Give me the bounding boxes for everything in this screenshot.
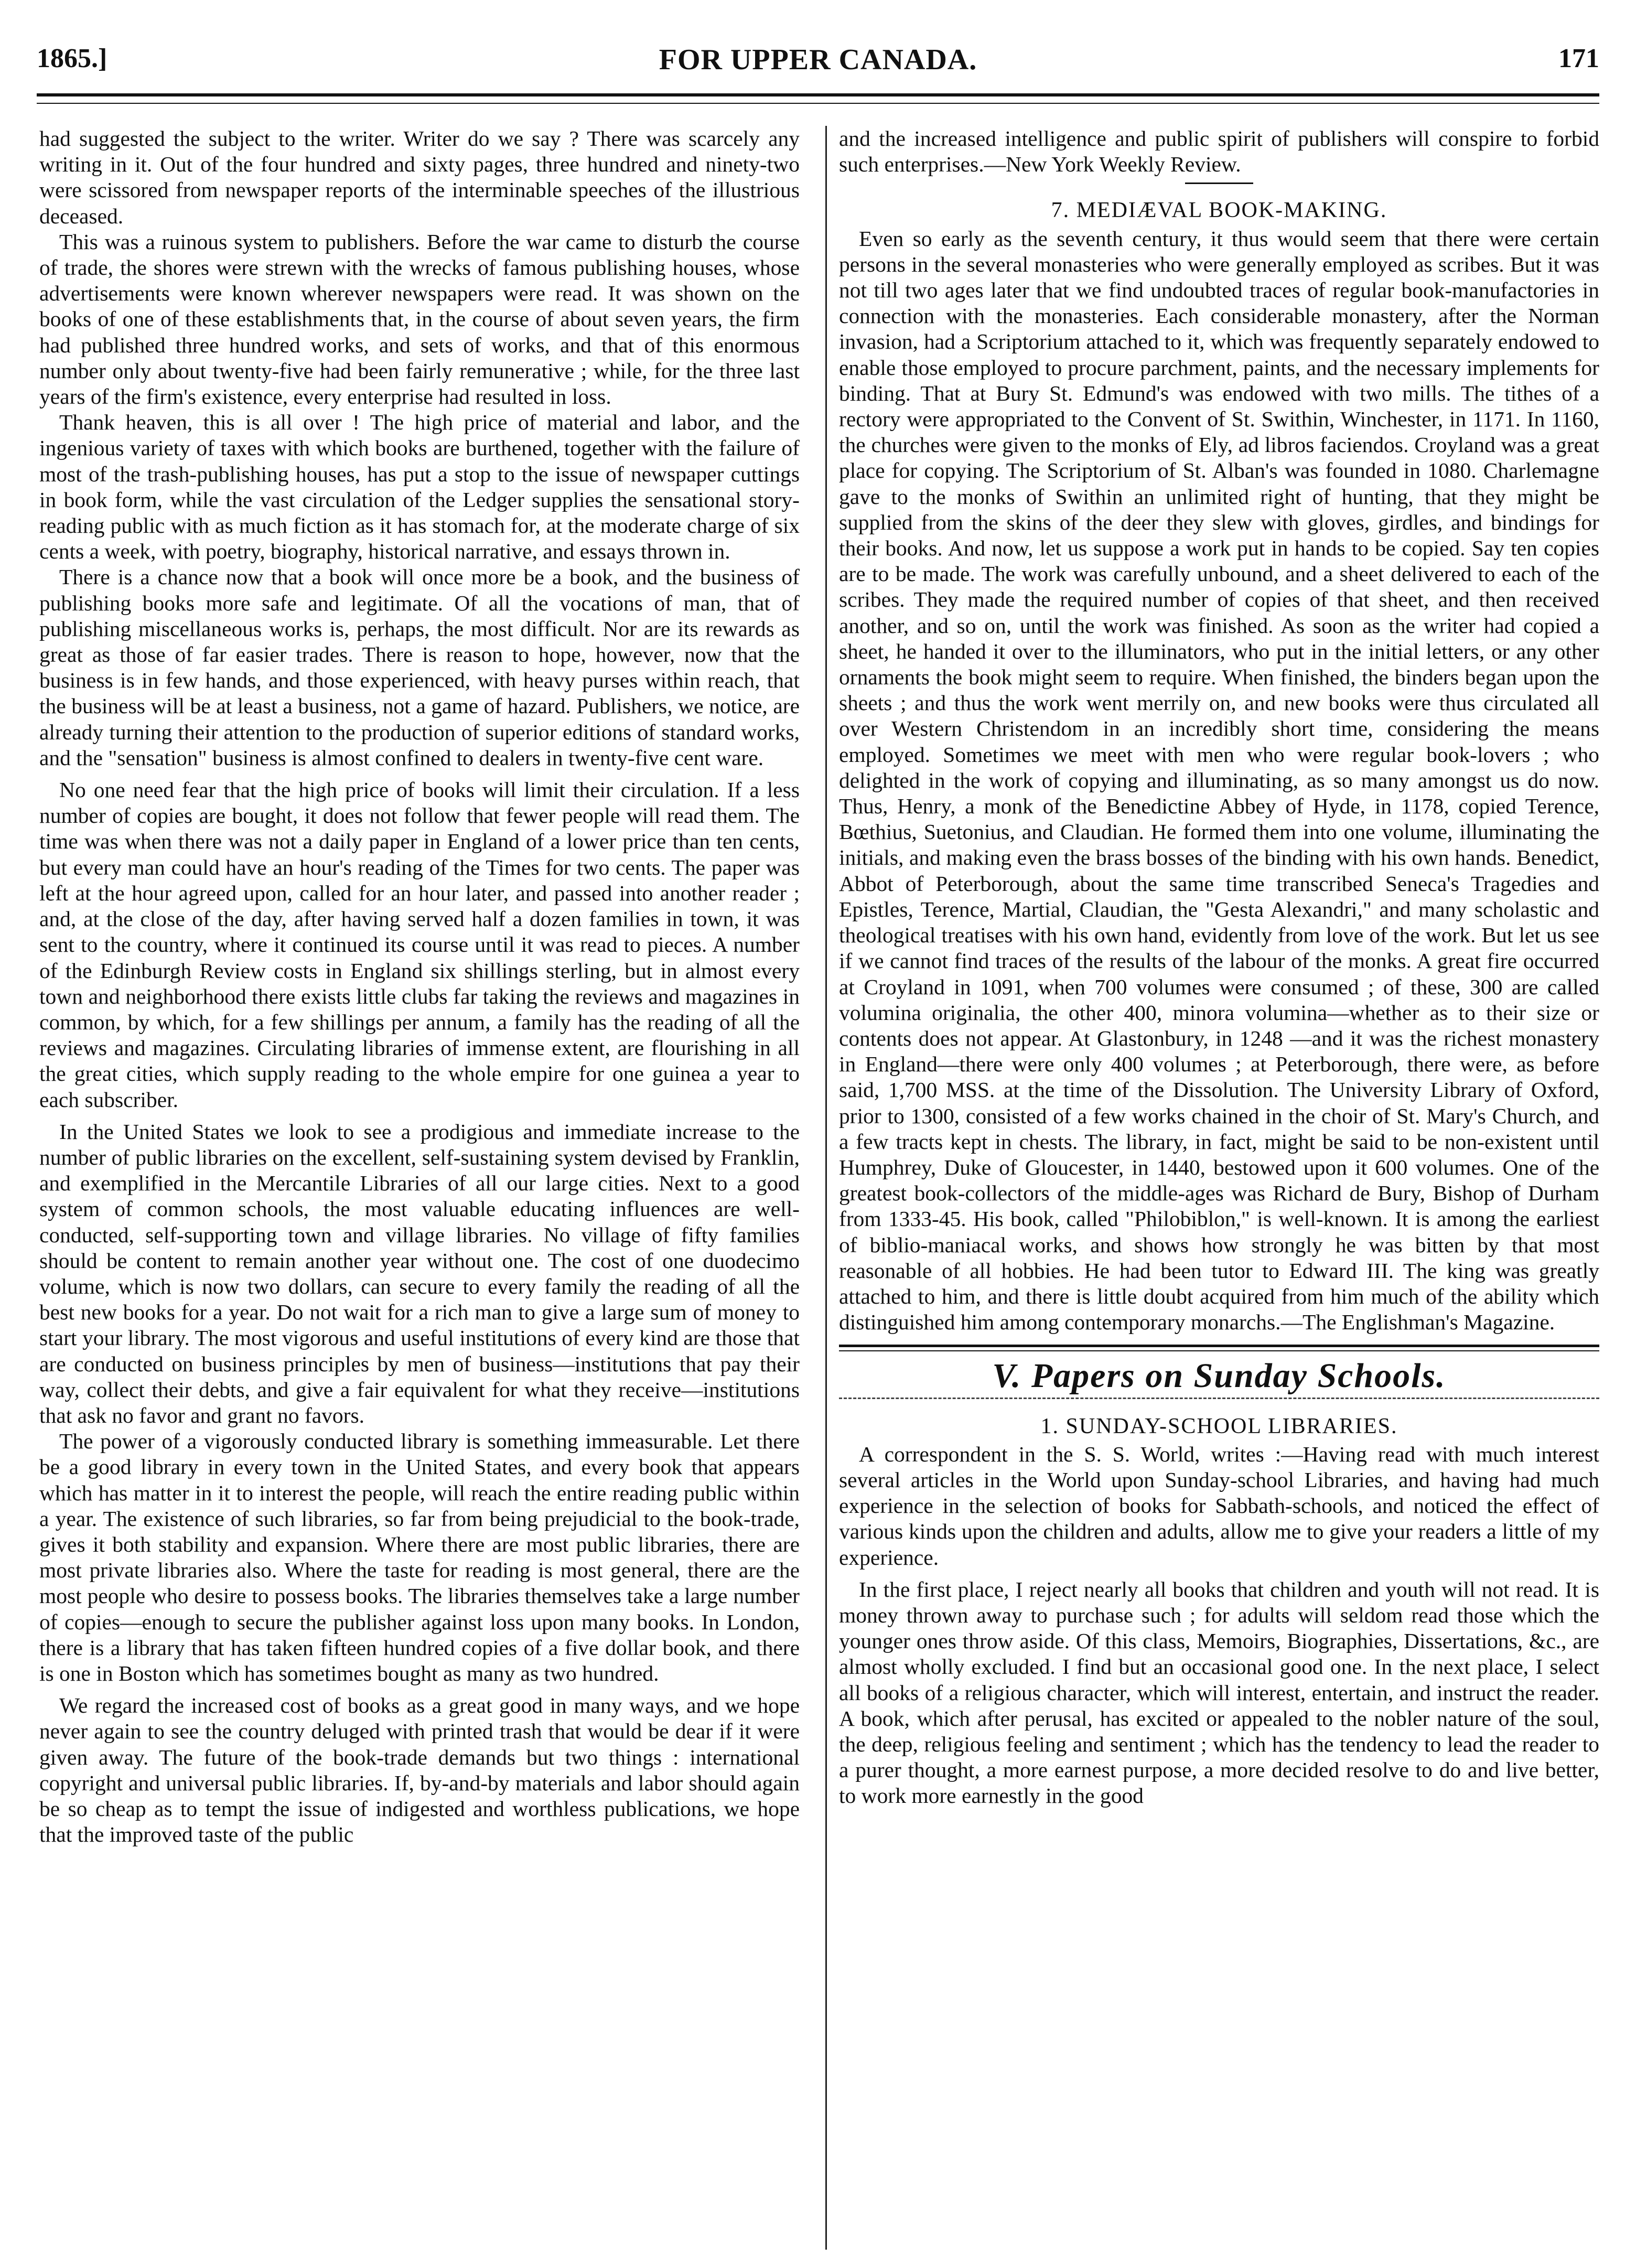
section-heading-medieval-book-making: 7. MEDIÆVAL BOOK-MAKING. — [1051, 198, 1387, 223]
paragraph: A correspondent in the S. S. World, writes :—Having read with much interest several articles in the World upon Sunday-school Libraries, and having had much experience in the selection of books for Sabbath-schools, and noticed the effect of various kinds upon the children and adults, allow me to give your readers a little of my experience. — [839, 1442, 1599, 1570]
paragraph: had suggested the subject to the writer. Writer do we say ? There was scarcely any writing in it. Out of the four hundred and sixty pages, three hundred and ninety-two were scissored from newspaper reports of the interminable speeches of the illustrious deceased. — [39, 126, 800, 228]
header-year: 1865.] — [37, 44, 107, 73]
paragraph: Even so early as the seventh century, it thus would seem that there were certain persons in the several monasteries who were generally employed as scribes. But it was not till two ages later that we find undoubted traces of regular book-manufactories in connection with the monasteries. Each considerable monastery, after the Norman invasion, had a Scriptorium attached to it, which was frequently separately endowed to enable those employed to procure parchment, paints, and the necessary implements for binding. That at Bury St. Edmund's was endowed with two mills. The tithes of a rectory were appropriated to the Convent of St. Swithin, Winchester, in 1171. In 1160, the churches were given to the monks of Ely, ad libros faciendos. Croyland was a great place for copying. The Scriptorium of St. Alban's was founded in 1080. Charlemagne gave to the monks of Swithin an unlimited right of hunting, that they might be supplied from the skins of the deer they slew with gloves, girdles, and bindings for their books. And now, let us suppose a work put in hands to be copied. Say ten copies are to be made. The work was carefully unbound, and a sheet delivered to each of the scribes. They made the required number of copies of that sheet, and then received another, and so on, until the work was finished. As soon as the writer had copied a sheet, he handed it over to the illuminators, who put in the initial letters, or any other ornaments the book might seem to require. When finished, the binders began upon the sheets ; and thus the work went merrily on, and new books were thus circulated all over Western Christendom in an incredibly short time, considering the means employed. Sometimes we meet with men who were regular book-lovers ; who delighted in the work of copying and illuminating, as so many amongst us do now. Thus, Henry, a monk of the Benedictine Abbey of Hyde, in 1178, copied Terence, Bœthius, Suetonius, and Claudian. He formed them into one volume, illuminating the initials, and making even the brass bosses of the binding with his own hands. Benedict, Abbot of Peterborough, about the same time transcribed Seneca's Tragedies and Epistles, Terence, Martial, Claudian, the "Gesta Alexandri," and many scholastic and theological treatises with his own hand, evidently from love of the work. But let us see if we cannot find traces of the results of the labour of the monks. A great fire occurred at Croyland in 1091, when 700 volumes were consumed ; of these, 300 are called volumina originalia, the other 400, minora volumina—whether as to their size or contents does not appear. At Glastonbury, in 1248 —and it was the richest monastery in England—there were only 400 volumes ; at Peterborough, there were, as before said, 1,700 MSS. at the time of the Dissolution. The University Library of Oxford, prior to 1300, consisted of a few works chained in the choir of St. Mary's Church, and a few tracts kept in chests. The library, in fact, might be said to be non-existent until Humphrey, Duke of Gloucester, in 1440, bestowed upon it 600 volumes. One of the greatest book-collectors of the middle-ages was Richard de Bury, Bishop of Durham from 1333-45. His book, called "Philobiblon," is well-known. It is among the earliest of biblio-maniacal works, and shows how strongly he was bitten by that most reasonable of all hobbies. He had been tutor to Edward III. The king was greatly attached to him, and there is little doubt acquired from him much of the ability which distinguished him among contemporary monarchs.—The Englishman's Magazine. — [839, 226, 1599, 1335]
right-column — [839, 126, 1599, 1809]
chapter-rule — [839, 1345, 1599, 1347]
paragraph: No one need fear that the high price of books will limit their circulation. If a less number of copies are bought, it does not follow that fewer people will read them. The time was when there was not a daily paper in England of a lower price than ten cents, but every man could have an hour's reading of the Times for two cents. The paper was left at the hour agreed upon, called for an hour later, and passed into another reader ; and, at the close of the day, after having served half a dozen families in town, it was sent to the country, where it continued its course until it was read to pieces. A number of the Edinburgh Review costs in England six shillings sterling, but in almost every town and neighborhood there exists little clubs far taking the reviews and magazines in common, by which, for a few shillings per annum, a family has the reading of all the reviews and magazines. Circulating libraries of immense extent, are flourishing in all the great cities, which supply reading to the whole empire for one guinea a year to each subscriber. — [39, 778, 800, 1112]
page-number: 171 — [1558, 44, 1599, 73]
paragraph: We regard the increased cost of books as a great good in many ways, and we hope never again to see the country deluged with printed trash that would be dear if it were given away. The future of the book-trade demands but two things : international copyright and universal public libraries. If, by-and-by materials and labor should again be so cheap as to tempt the issue of indigested and worthless publications, we hope that the improved taste of the public — [39, 1693, 800, 1847]
header-title: FOR UPPER CANADA. — [659, 44, 977, 76]
paragraph-continuation: and the increased intelligence and public spirit of publishers will conspire to forbid such enterprises.—New York Weekly Review. — [839, 126, 1599, 177]
section-rule — [1185, 182, 1253, 184]
left-column — [39, 126, 800, 1847]
column-divider — [825, 126, 827, 2250]
chapter-heading: V. Papers on Sunday Schools. — [992, 1357, 1446, 1395]
paragraph: This was a ruinous system to publishers. Before the war came to disturb the course of trade, the shores were strewn with the wrecks of famous publishing houses, whose advertisements were known wherever newspapers were read. It was shown on the books of one of these establishments that, in the course of about seven years, the firm had published three hundred works, and sets of works, and that of this enormous number only about twenty-five had been fairly remunerative ; while, for the three last years of the firm's existence, every enterprise had resulted in loss. — [39, 229, 800, 409]
header-rule-thick — [37, 93, 1599, 96]
header-rule-thin — [37, 103, 1599, 104]
section-heading-sunday-school-libraries: 1. SUNDAY-SCHOOL LIBRARIES. — [1040, 1414, 1398, 1438]
page-header — [37, 43, 1599, 80]
paragraph: Thank heaven, this is all over ! The high price of material and labor, and the ingenious variety of taxes with which books are burthened, together with the failure of most of the trash-publishing houses, has put a stop to the issue of newspaper cuttings in book form, while the vast circulation of the Ledger supplies the sensational story-reading public with as much fiction as it has stomach for, at the moderate charge of six cents a week, with poetry, biography, historical narrative, and essays thrown in. — [39, 410, 800, 564]
chapter-rule-thin — [839, 1350, 1599, 1351]
paragraph: In the first place, I reject nearly all books that children and youth will not read. It is money thrown away to purchase such ; for adults will seldom read those which the younger ones throw aside. Of this class, Memoirs, Biographies, Dissertations, &c., are almost wholly excluded. I find but an occasional good one. In the next place, I select all books of a religious character, which will interest, entertain, and instruct the reader. A book, which after perusal, has excited or appealed to the nobler nature of the soul, the deep, religious feeling and sentiment ; which has the tendency to lead the reader to a purer thought, a more earnest purpose, a more decided resolve to do and live better, to work more earnestly in the good — [839, 1577, 1599, 1808]
paragraph: There is a chance now that a book will once more be a book, and the business of publishing books more safe and legitimate. Of all the vocations of man, that of publishing miscellaneous works is, perhaps, the most difficult. Nor are its rewards as great as those of far easier trades. There is reason to hope, however, now that the business is in few hands, and those experienced, with heavy purses within reach, that the business will be at least a business, not a game of hazard. Publishers, we notice, are already turning their attention to the production of superior editions of standard works, and the "sensation" business is almost confined to dealers in twenty-five cent ware. — [39, 565, 800, 770]
paragraph: The power of a vigorously conducted library is something immeasurable. Let there be a good library in every town in the United States, and every book that appears which has matter in it to interest the people, will reach the entire reading public within a year. The existence of such libraries, so far from being prejudicial to the book-trade, gives it both stability and expansion. Where there are most public libraries, there are most private libraries also. Where the taste for reading is most general, there are the most people who desire to possess books. The libraries themselves take a large number of copies—enough to secure the publisher against loss upon many books. In London, there is a library that has taken fifteen hundred copies of a five dollar book, and there is one in Boston which has sometimes bought as many as two hundred. — [39, 1429, 800, 1685]
paragraph: In the United States we look to see a prodigious and immediate increase to the number of public libraries on the excellent, self-sustaining system devised by Franklin, and exemplified in the Mercantile Libraries of all our large cities. Next to a good system of common schools, the most valuable educating influences are well-conducted, self-supporting town and village libraries. No village of fifty families should be content to remain another year without one. The cost of one duodecimo volume, which is now two dollars, can secure to every family the reading of all the best new books for a year. Do not wait for a rich man to give a large sum of money to start your library. The most vigorous and useful institutions of every kind are those that are conducted on business principles by men of business—institutions that pay their way, collect their debts, and give a fair equivalent for what they receive—institutions that ask no favor and grant no favors. — [39, 1119, 800, 1427]
